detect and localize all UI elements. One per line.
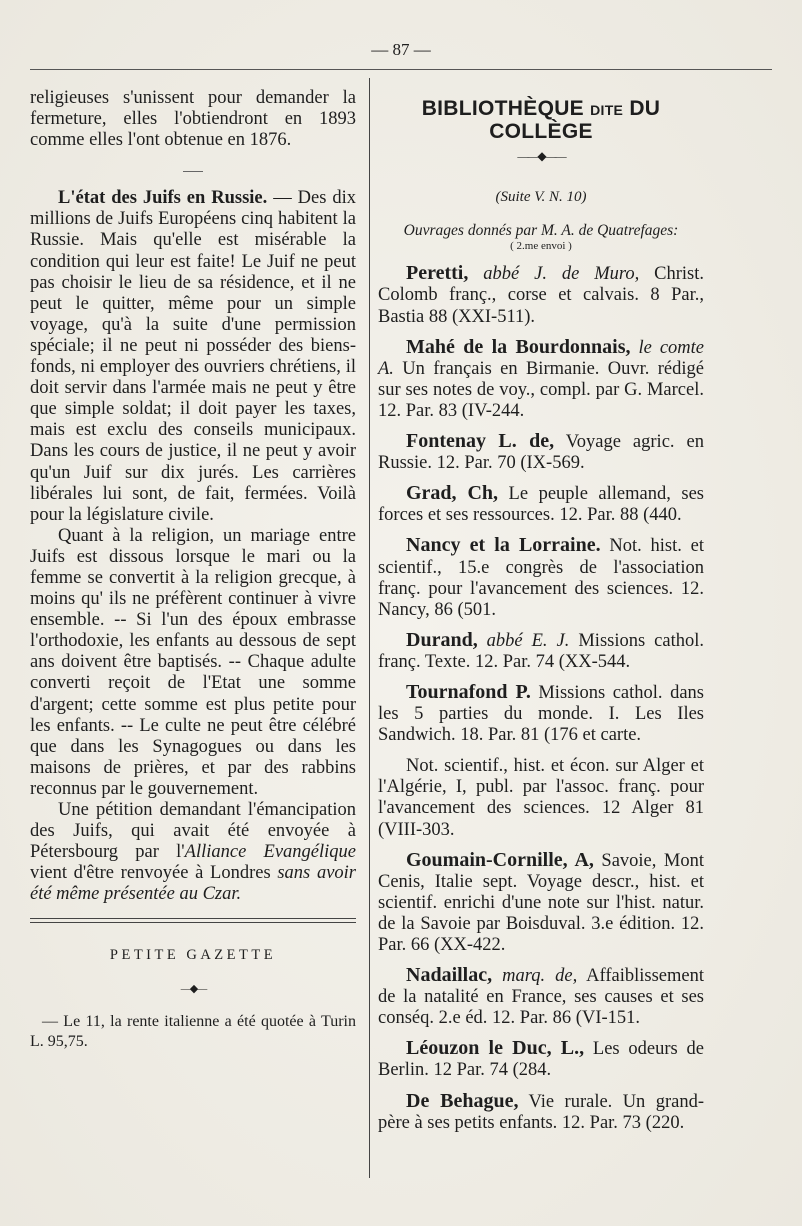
list-item: [378, 431, 704, 474]
entry-name: Durand,: [406, 628, 478, 651]
entry-name: Nadaillac,: [406, 964, 493, 987]
entry-italic: abbé E. J.: [477, 630, 570, 651]
list-item: [378, 630, 704, 673]
entry-italic: abbé J. de Muro,: [468, 264, 640, 285]
gazette-separator: [30, 918, 356, 923]
entries-list: [378, 263, 704, 1133]
entry-text: Un français en Birmanie. Ouvr. rédigé sur ses notes de voy., compl. par G. Marcel. 12. Par. 83 (IV-244.: [378, 358, 704, 421]
entry-italic: marq. de,: [492, 966, 578, 987]
header-rule: [30, 69, 772, 70]
entry-name: Nancy et la Lorraine.: [406, 534, 601, 557]
bibliotheque-title: [378, 98, 704, 142]
right-column: [378, 88, 704, 1143]
entry-text: Voyage agric. en Russie. 12. Par. 70 (IX-569.: [378, 432, 705, 474]
entry-name: Peretti,: [406, 262, 469, 285]
petition-italic-2: sans avoir été même présentée au Czar.: [30, 863, 356, 905]
title-part-1: BIBLIOTHÈQUE: [421, 97, 591, 120]
entry-text: Les odeurs de Berlin. 12 Par. 74 (284.: [378, 1039, 704, 1081]
entry-text: Savoie, Mont Cenis, Italie sept. Voyage descr., hist. et scientif. enrichi d'une note sur l'hist. natur. de la Savoie par Boisduval. 3.e édition. 12. Par. 66 (XX-422.: [378, 850, 704, 955]
entry-text: Missions cathol. dans les 5 parties du monde. I. Les Iles Sandwich. 18. Par. 81 (176 et carte.: [378, 682, 704, 746]
entry-name: Léouzon le Duc, L.,: [406, 1037, 585, 1060]
suite-note: (Suite V. N. 10): [495, 189, 587, 206]
entry-text: Christ. Colomb franç., corse et calvais. 8 Par., Bastia 88 (XXI-511).: [378, 264, 704, 327]
entry-text: Affaiblissement de la natalité en France, ses causes et ses conséq. 2.e éd. 12. Par. 86 (VI-151.: [378, 966, 705, 1029]
entry-name: Fontenay L. de,: [406, 430, 555, 453]
list-item: [378, 682, 704, 746]
religion-paragraph: Quant à la religion, un mariage entre Juifs est dissous lorsque le mari ou la femme se convertit à la religion grecque, à moins qu' ils ne préfèrent continuer à vivre ensemble. -- Si l'un des époux embrasse l'orthodoxie, les enfants au dessous de sept ans doivent être baptisés. -- Chaque adulte converti reçoit de l'Etat une somme d'argent; cette somme est plus petite pour les enfants. -- Le culte ne peut être célébré que dans les Synagogues ou dans les maisons de prières, et par des rabbins reconnus par le gouvernement.: [30, 525, 356, 799]
continued-paragraph: religieuses s'unissent pour demander la fermeture, elles l'obtiendront en 1893 comme elles l'ont obtenue en 1876.: [30, 88, 356, 151]
entry-text: Le peuple allemand, ses forces et ses ressources. 12. Par. 88 (440.: [378, 484, 704, 526]
ouvrages-line: Ouvrages donnés par M. A. de Quatrefages:: [403, 222, 679, 240]
entry-name: Tournafond P.: [406, 680, 531, 703]
left-column: [30, 88, 356, 1052]
entry-name: Goumain-Cornille, A,: [406, 848, 594, 871]
petition-text-2: vient d'être renvoyée à Londres: [30, 863, 278, 884]
juifs-dash: —: [267, 188, 298, 209]
ornament-icon: —◆—: [180, 982, 206, 995]
gazette-title: PETITE GAZETTE: [109, 947, 277, 964]
entry-name: Grad, Ch,: [406, 482, 499, 505]
entry-italic: le comte A.: [378, 337, 704, 379]
petition-paragraph: [30, 800, 356, 905]
title-small: DITE: [590, 102, 624, 118]
list-item: [378, 1038, 704, 1081]
entry-text: Missions cathol. franç. Texte. 12. Par. 74 (XX-544.: [378, 630, 704, 672]
entry-text: Not. scientif., hist. et écon. sur Alger et l'Algérie, I, publ. par l'assoc. franç. pour l'avancement des sciences. 12 Alger 81 (VIII-303.: [378, 756, 704, 840]
column-divider: [369, 78, 370, 1178]
list-item: [378, 965, 704, 1029]
ornament-icon: ——◆——: [517, 149, 565, 164]
entry-name: De Behague,: [406, 1089, 519, 1112]
entry-text: Vie rurale. Un grand-père à ses petits enfants. 12. Par. 73 (220.: [378, 1091, 704, 1133]
list-item: [378, 483, 704, 526]
petition-text: Une pétition demandant l'émancipation des Juifs, qui avait été envoyée à Pétersbourg par l': [30, 800, 356, 863]
title-part-2: DU COLLÈGE: [489, 97, 661, 144]
entry-text: Not. hist. et scientif., 15.e congrès de l'association franç. pour l'avancement des sciences. 12. Nancy, 86 (501.: [378, 536, 704, 620]
list-item: [378, 1091, 704, 1134]
list-item: [378, 535, 704, 620]
petition-italic: Alliance Evangélique: [184, 842, 356, 863]
juifs-heading: L'état des Juifs en Russie.: [58, 188, 268, 209]
list-item: [378, 337, 704, 422]
envoi-note: ( 2.me envoi ): [510, 240, 572, 253]
page-number: — 87 —: [371, 40, 431, 59]
entry-name: Mahé de la Bourdonnais,: [406, 335, 631, 358]
list-item: [378, 263, 704, 327]
gazette-text: — Le 11, la rente italienne a été quotée à Turin L. 95,75.: [30, 1012, 356, 1050]
list-item: [378, 850, 704, 956]
juifs-text: Des dix millions de Juifs Européens cinq habitent la Russie. Mais qu'elle est misérable la condition qui leur est faite! Le Juif ne peut pas choisir le lieu de sa résidence, et il ne peut le quitter, même pour un simple voyage, qu'à la suite d'une permission spéciale; il ne peut ni posséder des biens-fonds, ni employer des ouvriers chrétiens, il doit servir dans l'armée mais ne peut y être que simple soldat; il doit payer les taxes, mais est exclu des conseils municipaux. Dans les cours de justice, il ne peut y avoir qu'un Juif sur dix jurés. Les carrières libérales lui sont, de fait, fermées. Voilà pour la législature civile.: [30, 188, 356, 525]
section-separator: [183, 171, 203, 172]
list-item: [378, 755, 704, 840]
juifs-paragraph: [30, 188, 356, 526]
